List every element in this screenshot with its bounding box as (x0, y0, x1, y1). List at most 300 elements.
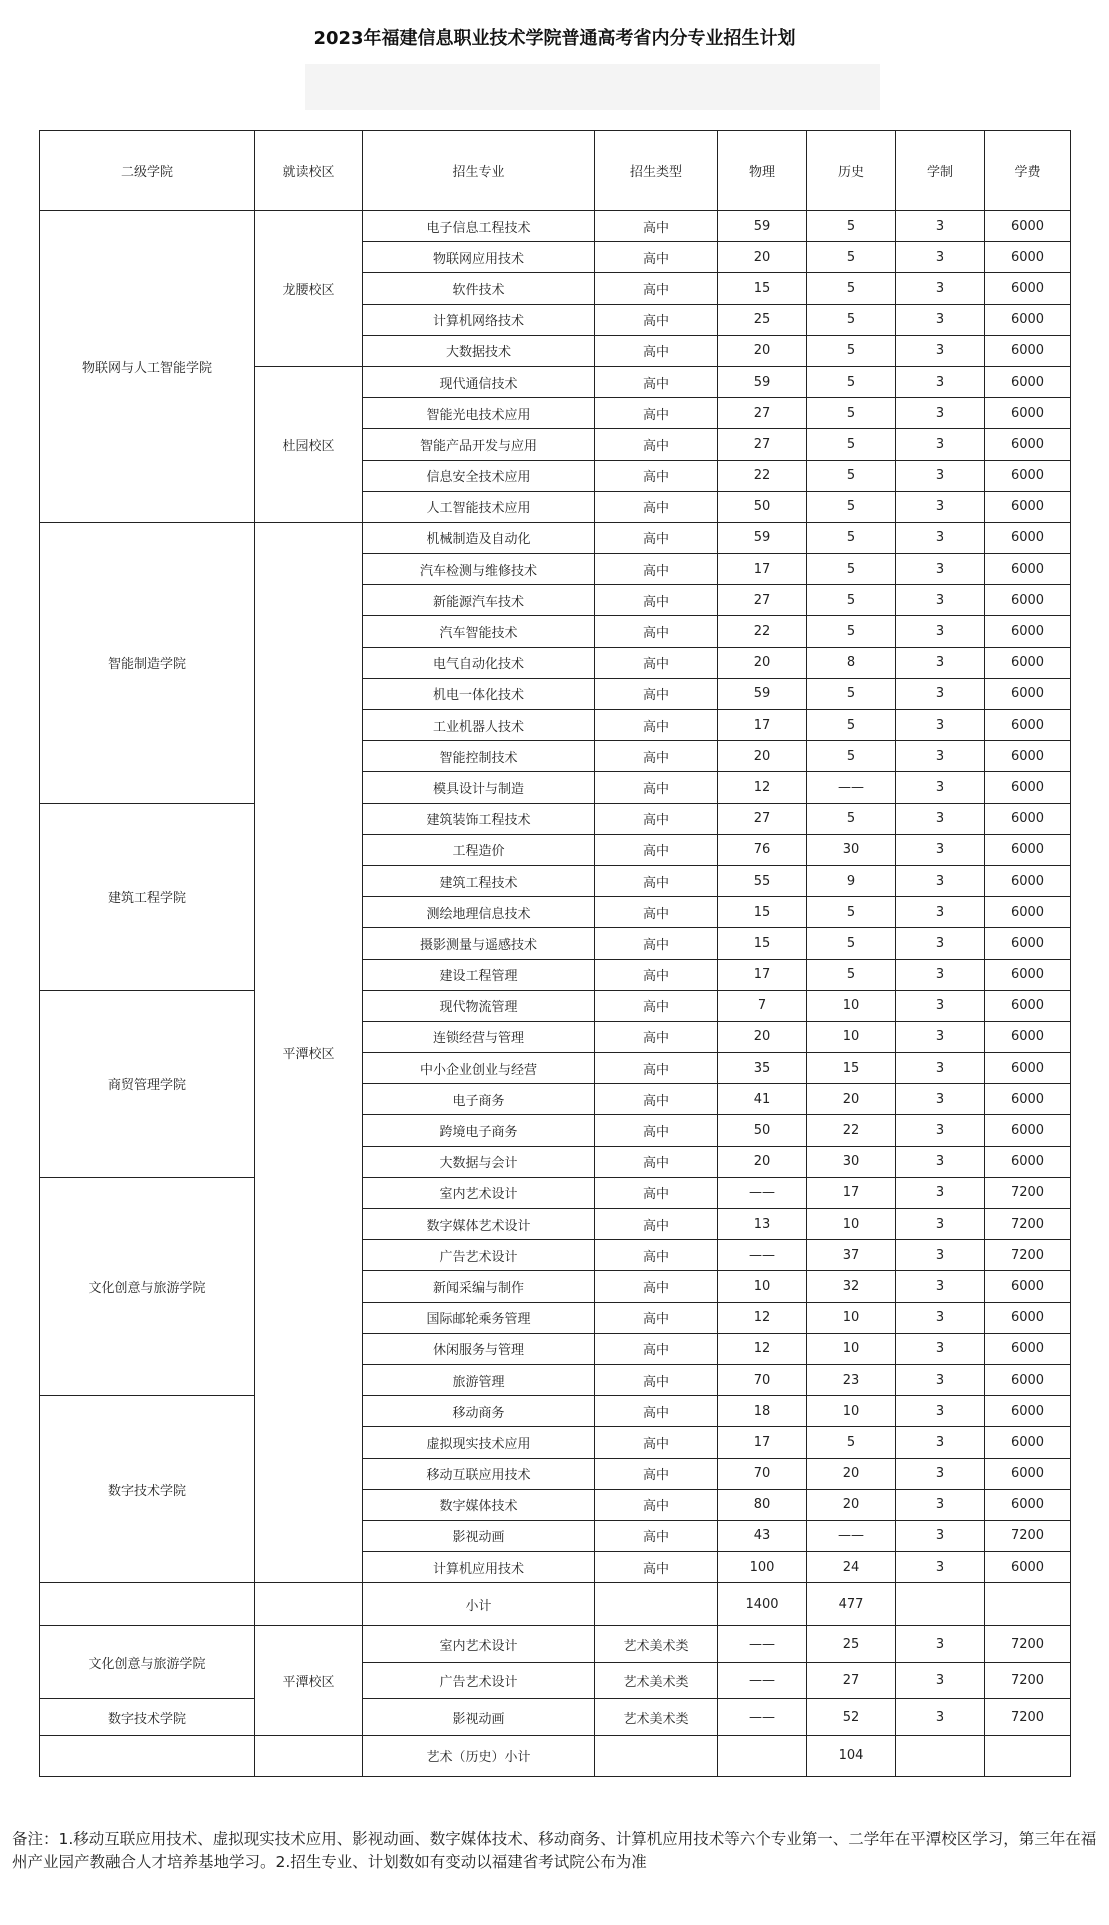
major-cell: 新能源汽车技术 (363, 585, 595, 616)
type-cell: 高中 (595, 1177, 718, 1208)
physics-cell: 50 (718, 1115, 807, 1146)
subtotal-physics: 1400 (718, 1583, 807, 1626)
major-cell: 计算机应用技术 (363, 1552, 595, 1583)
tuition-cell: 7200 (985, 1177, 1071, 1208)
history-cell: 10 (807, 1333, 896, 1364)
tuition-cell: 7200 (985, 1626, 1071, 1663)
header-college: 二级学院 (40, 131, 255, 211)
subtotal-label: 小计 (363, 1583, 595, 1626)
history-cell: 5 (807, 429, 896, 460)
major-cell: 新闻采编与制作 (363, 1271, 595, 1302)
duration-cell: 3 (896, 1271, 985, 1302)
physics-cell: 59 (718, 211, 807, 242)
physics-cell: 15 (718, 928, 807, 959)
tuition-cell: 6000 (985, 522, 1071, 553)
tuition-cell: 6000 (985, 273, 1071, 304)
type-cell: 高中 (595, 1458, 718, 1489)
major-cell: 软件技术 (363, 273, 595, 304)
type-cell: 高中 (595, 1489, 718, 1520)
college-cell: 商贸管理学院 (40, 990, 255, 1177)
physics-cell: 20 (718, 1021, 807, 1052)
tuition-cell: 6000 (985, 834, 1071, 865)
physics-cell: 20 (718, 741, 807, 772)
tuition-cell: 6000 (985, 803, 1071, 834)
header-duration: 学制 (896, 131, 985, 211)
history-cell: 5 (807, 710, 896, 741)
physics-cell: —— (718, 1177, 807, 1208)
type-cell: 高中 (595, 1396, 718, 1427)
type-cell: 高中 (595, 1115, 718, 1146)
subtotal-history: 477 (807, 1583, 896, 1626)
type-cell: 高中 (595, 710, 718, 741)
tuition-cell: 6000 (985, 429, 1071, 460)
duration-cell: 3 (896, 928, 985, 959)
major-cell: 影视动画 (363, 1520, 595, 1551)
table-row (40, 522, 1071, 553)
physics-cell: 15 (718, 273, 807, 304)
history-cell: 5 (807, 273, 896, 304)
history-cell: 8 (807, 647, 896, 678)
tuition-cell: 6000 (985, 678, 1071, 709)
duration-cell: 3 (896, 834, 985, 865)
major-cell: 移动互联应用技术 (363, 1458, 595, 1489)
major-cell: 工程造价 (363, 834, 595, 865)
physics-cell: 59 (718, 678, 807, 709)
type-cell: 高中 (595, 585, 718, 616)
tuition-cell: 6000 (985, 366, 1071, 397)
header-type: 招生类型 (595, 131, 718, 211)
art-table-row (40, 1626, 1071, 1663)
history-cell: 5 (807, 741, 896, 772)
major-cell: 电气自动化技术 (363, 647, 595, 678)
type-cell: 高中 (595, 491, 718, 522)
major-cell: 移动商务 (363, 1396, 595, 1427)
tuition-cell: 6000 (985, 1302, 1071, 1333)
duration-cell: 3 (896, 1662, 985, 1699)
duration-cell: 3 (896, 1699, 985, 1736)
duration-cell: 3 (896, 1053, 985, 1084)
history-cell: 5 (807, 211, 896, 242)
college-cell: 建筑工程学院 (40, 803, 255, 990)
physics-cell: 12 (718, 772, 807, 803)
physics-cell: 13 (718, 1209, 807, 1240)
subtitle-placeholder-bar (305, 64, 880, 110)
history-cell: 24 (807, 1552, 896, 1583)
duration-cell: 3 (896, 1520, 985, 1551)
tuition-cell: 6000 (985, 928, 1071, 959)
history-cell: 5 (807, 491, 896, 522)
major-cell: 广告艺术设计 (363, 1662, 595, 1699)
tuition-cell: 6000 (985, 865, 1071, 896)
duration-cell: 3 (896, 616, 985, 647)
major-cell: 智能产品开发与应用 (363, 429, 595, 460)
major-cell: 信息安全技术应用 (363, 460, 595, 491)
major-cell: 电子商务 (363, 1084, 595, 1115)
physics-cell: 59 (718, 522, 807, 553)
duration-cell: 3 (896, 1302, 985, 1333)
history-cell: 5 (807, 897, 896, 928)
art-table-row (40, 1699, 1071, 1736)
history-cell: 5 (807, 928, 896, 959)
header-history: 历史 (807, 131, 896, 211)
type-cell: 高中 (595, 1021, 718, 1052)
type-cell: 高中 (595, 460, 718, 491)
history-cell: 10 (807, 1396, 896, 1427)
history-cell: 5 (807, 460, 896, 491)
major-cell: 工业机器人技术 (363, 710, 595, 741)
art-subtotal-label: 艺术（历史）小计 (363, 1735, 595, 1776)
physics-cell: 59 (718, 366, 807, 397)
tuition-cell: 6000 (985, 1115, 1071, 1146)
empty-cell (718, 1735, 807, 1776)
tuition-cell: 6000 (985, 398, 1071, 429)
tuition-cell: 6000 (985, 1146, 1071, 1177)
physics-cell: 17 (718, 959, 807, 990)
major-cell: 智能光电技术应用 (363, 398, 595, 429)
duration-cell: 3 (896, 398, 985, 429)
major-cell: 数字媒体技术 (363, 1489, 595, 1520)
type-cell: 高中 (595, 1084, 718, 1115)
type-cell: 高中 (595, 1520, 718, 1551)
physics-cell: 100 (718, 1552, 807, 1583)
header-major: 招生专业 (363, 131, 595, 211)
college-cell: 文化创意与旅游学院 (40, 1177, 255, 1395)
history-cell: 20 (807, 1084, 896, 1115)
major-cell: 现代物流管理 (363, 990, 595, 1021)
duration-cell: 3 (896, 741, 985, 772)
physics-cell: 22 (718, 460, 807, 491)
empty-cell (985, 1583, 1071, 1626)
major-cell: 跨境电子商务 (363, 1115, 595, 1146)
empty-cell (595, 1583, 718, 1626)
type-cell: 高中 (595, 1146, 718, 1177)
history-cell: 5 (807, 335, 896, 366)
duration-cell: 3 (896, 1626, 985, 1663)
major-cell: 国际邮轮乘务管理 (363, 1302, 595, 1333)
tuition-cell: 6000 (985, 1333, 1071, 1364)
type-cell: 高中 (595, 647, 718, 678)
type-cell: 高中 (595, 1209, 718, 1240)
type-cell: 高中 (595, 1302, 718, 1333)
physics-cell: 27 (718, 585, 807, 616)
college-cell: 文化创意与旅游学院 (40, 1626, 255, 1699)
tuition-cell: 6000 (985, 990, 1071, 1021)
physics-cell: 25 (718, 304, 807, 335)
physics-cell: 20 (718, 242, 807, 273)
duration-cell: 3 (896, 1209, 985, 1240)
tuition-cell: 6000 (985, 335, 1071, 366)
empty-cell (595, 1735, 718, 1776)
table-row (40, 990, 1071, 1021)
history-cell: 27 (807, 1662, 896, 1699)
type-cell: 高中 (595, 366, 718, 397)
physics-cell: 70 (718, 1364, 807, 1395)
tuition-cell: 6000 (985, 585, 1071, 616)
type-cell: 高中 (595, 1552, 718, 1583)
duration-cell: 3 (896, 803, 985, 834)
table-header-row (40, 131, 1071, 211)
type-cell: 高中 (595, 273, 718, 304)
duration-cell: 3 (896, 678, 985, 709)
major-cell: 人工智能技术应用 (363, 491, 595, 522)
duration-cell: 3 (896, 1489, 985, 1520)
duration-cell: 3 (896, 710, 985, 741)
major-cell: 建筑工程技术 (363, 865, 595, 896)
type-cell: 高中 (595, 398, 718, 429)
physics-cell: 20 (718, 1146, 807, 1177)
duration-cell: 3 (896, 990, 985, 1021)
tuition-cell: 7200 (985, 1520, 1071, 1551)
physics-cell: 15 (718, 897, 807, 928)
duration-cell: 3 (896, 1333, 985, 1364)
tuition-cell: 6000 (985, 211, 1071, 242)
type-cell: 高中 (595, 990, 718, 1021)
duration-cell: 3 (896, 585, 985, 616)
subtotal-row (40, 1583, 1071, 1626)
type-cell: 高中 (595, 1364, 718, 1395)
physics-cell: 27 (718, 429, 807, 460)
history-cell: 5 (807, 803, 896, 834)
history-cell: 10 (807, 1209, 896, 1240)
type-cell: 艺术美术类 (595, 1699, 718, 1736)
major-cell: 虚拟现实技术应用 (363, 1427, 595, 1458)
major-cell: 建筑装饰工程技术 (363, 803, 595, 834)
tuition-cell: 6000 (985, 959, 1071, 990)
major-cell: 旅游管理 (363, 1364, 595, 1395)
physics-cell: —— (718, 1699, 807, 1736)
tuition-cell: 6000 (985, 741, 1071, 772)
type-cell: 艺术美术类 (595, 1662, 718, 1699)
campus-cell: 平潭校区 (255, 522, 363, 1582)
major-cell: 大数据与会计 (363, 1146, 595, 1177)
tuition-cell: 6000 (985, 460, 1071, 491)
major-cell: 现代通信技术 (363, 366, 595, 397)
major-cell: 室内艺术设计 (363, 1177, 595, 1208)
campus-cell: 杜园校区 (255, 366, 363, 522)
duration-cell: 3 (896, 1021, 985, 1052)
physics-cell: 50 (718, 491, 807, 522)
major-cell: 室内艺术设计 (363, 1626, 595, 1663)
duration-cell: 3 (896, 522, 985, 553)
header-physics: 物理 (718, 131, 807, 211)
physics-cell: 18 (718, 1396, 807, 1427)
tuition-cell: 6000 (985, 647, 1071, 678)
type-cell: 高中 (595, 678, 718, 709)
major-cell: 模具设计与制造 (363, 772, 595, 803)
physics-cell: 7 (718, 990, 807, 1021)
physics-cell: 43 (718, 1520, 807, 1551)
history-cell: 5 (807, 242, 896, 273)
major-cell: 摄影测量与遥感技术 (363, 928, 595, 959)
history-cell: 37 (807, 1240, 896, 1271)
duration-cell: 3 (896, 1146, 985, 1177)
tuition-cell: 6000 (985, 1084, 1071, 1115)
duration-cell: 3 (896, 772, 985, 803)
type-cell: 高中 (595, 1333, 718, 1364)
history-cell: 20 (807, 1489, 896, 1520)
history-cell: 5 (807, 616, 896, 647)
duration-cell: 3 (896, 460, 985, 491)
history-cell: 30 (807, 834, 896, 865)
major-cell: 测绘地理信息技术 (363, 897, 595, 928)
physics-cell: 35 (718, 1053, 807, 1084)
major-cell: 电子信息工程技术 (363, 211, 595, 242)
type-cell: 高中 (595, 1240, 718, 1271)
duration-cell: 3 (896, 647, 985, 678)
type-cell: 高中 (595, 928, 718, 959)
table-row (40, 1177, 1071, 1208)
tuition-cell: 6000 (985, 1053, 1071, 1084)
empty-cell (985, 1735, 1071, 1776)
type-cell: 高中 (595, 522, 718, 553)
major-cell: 中小企业创业与经营 (363, 1053, 595, 1084)
duration-cell: 3 (896, 242, 985, 273)
physics-cell: 17 (718, 1427, 807, 1458)
history-cell: 5 (807, 366, 896, 397)
campus-cell: 龙腰校区 (255, 211, 363, 367)
type-cell: 高中 (595, 959, 718, 990)
type-cell: 高中 (595, 803, 718, 834)
major-cell: 休闲服务与管理 (363, 1333, 595, 1364)
duration-cell: 3 (896, 959, 985, 990)
empty-cell (40, 1735, 255, 1776)
history-cell: 15 (807, 1053, 896, 1084)
major-cell: 数字媒体艺术设计 (363, 1209, 595, 1240)
type-cell: 高中 (595, 1271, 718, 1302)
type-cell: 高中 (595, 554, 718, 585)
major-cell: 物联网应用技术 (363, 242, 595, 273)
tuition-cell: 6000 (985, 554, 1071, 585)
art-subtotal-row (40, 1735, 1071, 1776)
tuition-cell: 6000 (985, 1552, 1071, 1583)
type-cell: 艺术美术类 (595, 1626, 718, 1663)
physics-cell: 12 (718, 1333, 807, 1364)
duration-cell: 3 (896, 211, 985, 242)
major-cell: 计算机网络技术 (363, 304, 595, 335)
duration-cell: 3 (896, 491, 985, 522)
history-cell: 10 (807, 1021, 896, 1052)
type-cell: 高中 (595, 834, 718, 865)
history-cell: 5 (807, 522, 896, 553)
tuition-cell: 7200 (985, 1662, 1071, 1699)
tuition-cell: 7200 (985, 1699, 1071, 1736)
physics-cell: 12 (718, 1302, 807, 1333)
history-cell: 25 (807, 1626, 896, 1663)
empty-cell (896, 1735, 985, 1776)
college-cell: 数字技术学院 (40, 1396, 255, 1583)
type-cell: 高中 (595, 865, 718, 896)
duration-cell: 3 (896, 429, 985, 460)
duration-cell: 3 (896, 865, 985, 896)
type-cell: 高中 (595, 1427, 718, 1458)
major-cell: 汽车智能技术 (363, 616, 595, 647)
history-cell: 23 (807, 1364, 896, 1395)
type-cell: 高中 (595, 741, 718, 772)
physics-cell: 27 (718, 398, 807, 429)
tuition-cell: 6000 (985, 304, 1071, 335)
type-cell: 高中 (595, 429, 718, 460)
empty-cell (896, 1583, 985, 1626)
duration-cell: 3 (896, 1427, 985, 1458)
empty-cell (255, 1583, 363, 1626)
tuition-cell: 6000 (985, 1364, 1071, 1395)
tuition-cell: 6000 (985, 242, 1071, 273)
physics-cell: 76 (718, 834, 807, 865)
college-cell: 数字技术学院 (40, 1699, 255, 1736)
duration-cell: 3 (896, 366, 985, 397)
history-cell: 10 (807, 990, 896, 1021)
type-cell: 高中 (595, 335, 718, 366)
history-cell: 22 (807, 1115, 896, 1146)
major-cell: 广告艺术设计 (363, 1240, 595, 1271)
enrollment-plan-table (39, 130, 1071, 1777)
duration-cell: 3 (896, 554, 985, 585)
history-cell: 5 (807, 304, 896, 335)
history-cell: 5 (807, 678, 896, 709)
major-cell: 机械制造及自动化 (363, 522, 595, 553)
major-cell: 大数据技术 (363, 335, 595, 366)
table-row (40, 803, 1071, 834)
duration-cell: 3 (896, 1552, 985, 1583)
physics-cell: 27 (718, 803, 807, 834)
tuition-cell: 7200 (985, 1240, 1071, 1271)
tuition-cell: 6000 (985, 1458, 1071, 1489)
duration-cell: 3 (896, 897, 985, 928)
empty-cell (255, 1735, 363, 1776)
physics-cell: —— (718, 1662, 807, 1699)
duration-cell: 3 (896, 1177, 985, 1208)
history-cell: —— (807, 1520, 896, 1551)
college-cell: 智能制造学院 (40, 522, 255, 803)
major-cell: 智能控制技术 (363, 741, 595, 772)
tuition-cell: 6000 (985, 616, 1071, 647)
tuition-cell: 6000 (985, 1396, 1071, 1427)
duration-cell: 3 (896, 1084, 985, 1115)
history-cell: 17 (807, 1177, 896, 1208)
history-cell: 10 (807, 1302, 896, 1333)
header-campus: 就读校区 (255, 131, 363, 211)
type-cell: 高中 (595, 211, 718, 242)
physics-cell: 22 (718, 616, 807, 647)
type-cell: 高中 (595, 772, 718, 803)
college-cell: 物联网与人工智能学院 (40, 211, 255, 523)
duration-cell: 3 (896, 304, 985, 335)
tuition-cell: 7200 (985, 1209, 1071, 1240)
history-cell: 5 (807, 585, 896, 616)
type-cell: 高中 (595, 1053, 718, 1084)
physics-cell: 20 (718, 647, 807, 678)
major-cell: 连锁经营与管理 (363, 1021, 595, 1052)
history-cell: 20 (807, 1458, 896, 1489)
duration-cell: 3 (896, 1115, 985, 1146)
duration-cell: 3 (896, 1396, 985, 1427)
art-subtotal-history: 104 (807, 1735, 896, 1776)
type-cell: 高中 (595, 897, 718, 928)
major-cell: 影视动画 (363, 1699, 595, 1736)
page-title: 2023年福建信息职业技术学院普通高考省内分专业招生计划 (313, 28, 796, 49)
physics-cell: —— (718, 1626, 807, 1663)
history-cell: 52 (807, 1699, 896, 1736)
history-cell: 32 (807, 1271, 896, 1302)
campus-cell: 平潭校区 (255, 1626, 363, 1736)
physics-cell: —— (718, 1240, 807, 1271)
tuition-cell: 6000 (985, 710, 1071, 741)
major-cell: 汽车检测与维修技术 (363, 554, 595, 585)
table-row (40, 211, 1071, 242)
history-cell: 5 (807, 959, 896, 990)
physics-cell: 41 (718, 1084, 807, 1115)
history-cell: 5 (807, 1427, 896, 1458)
